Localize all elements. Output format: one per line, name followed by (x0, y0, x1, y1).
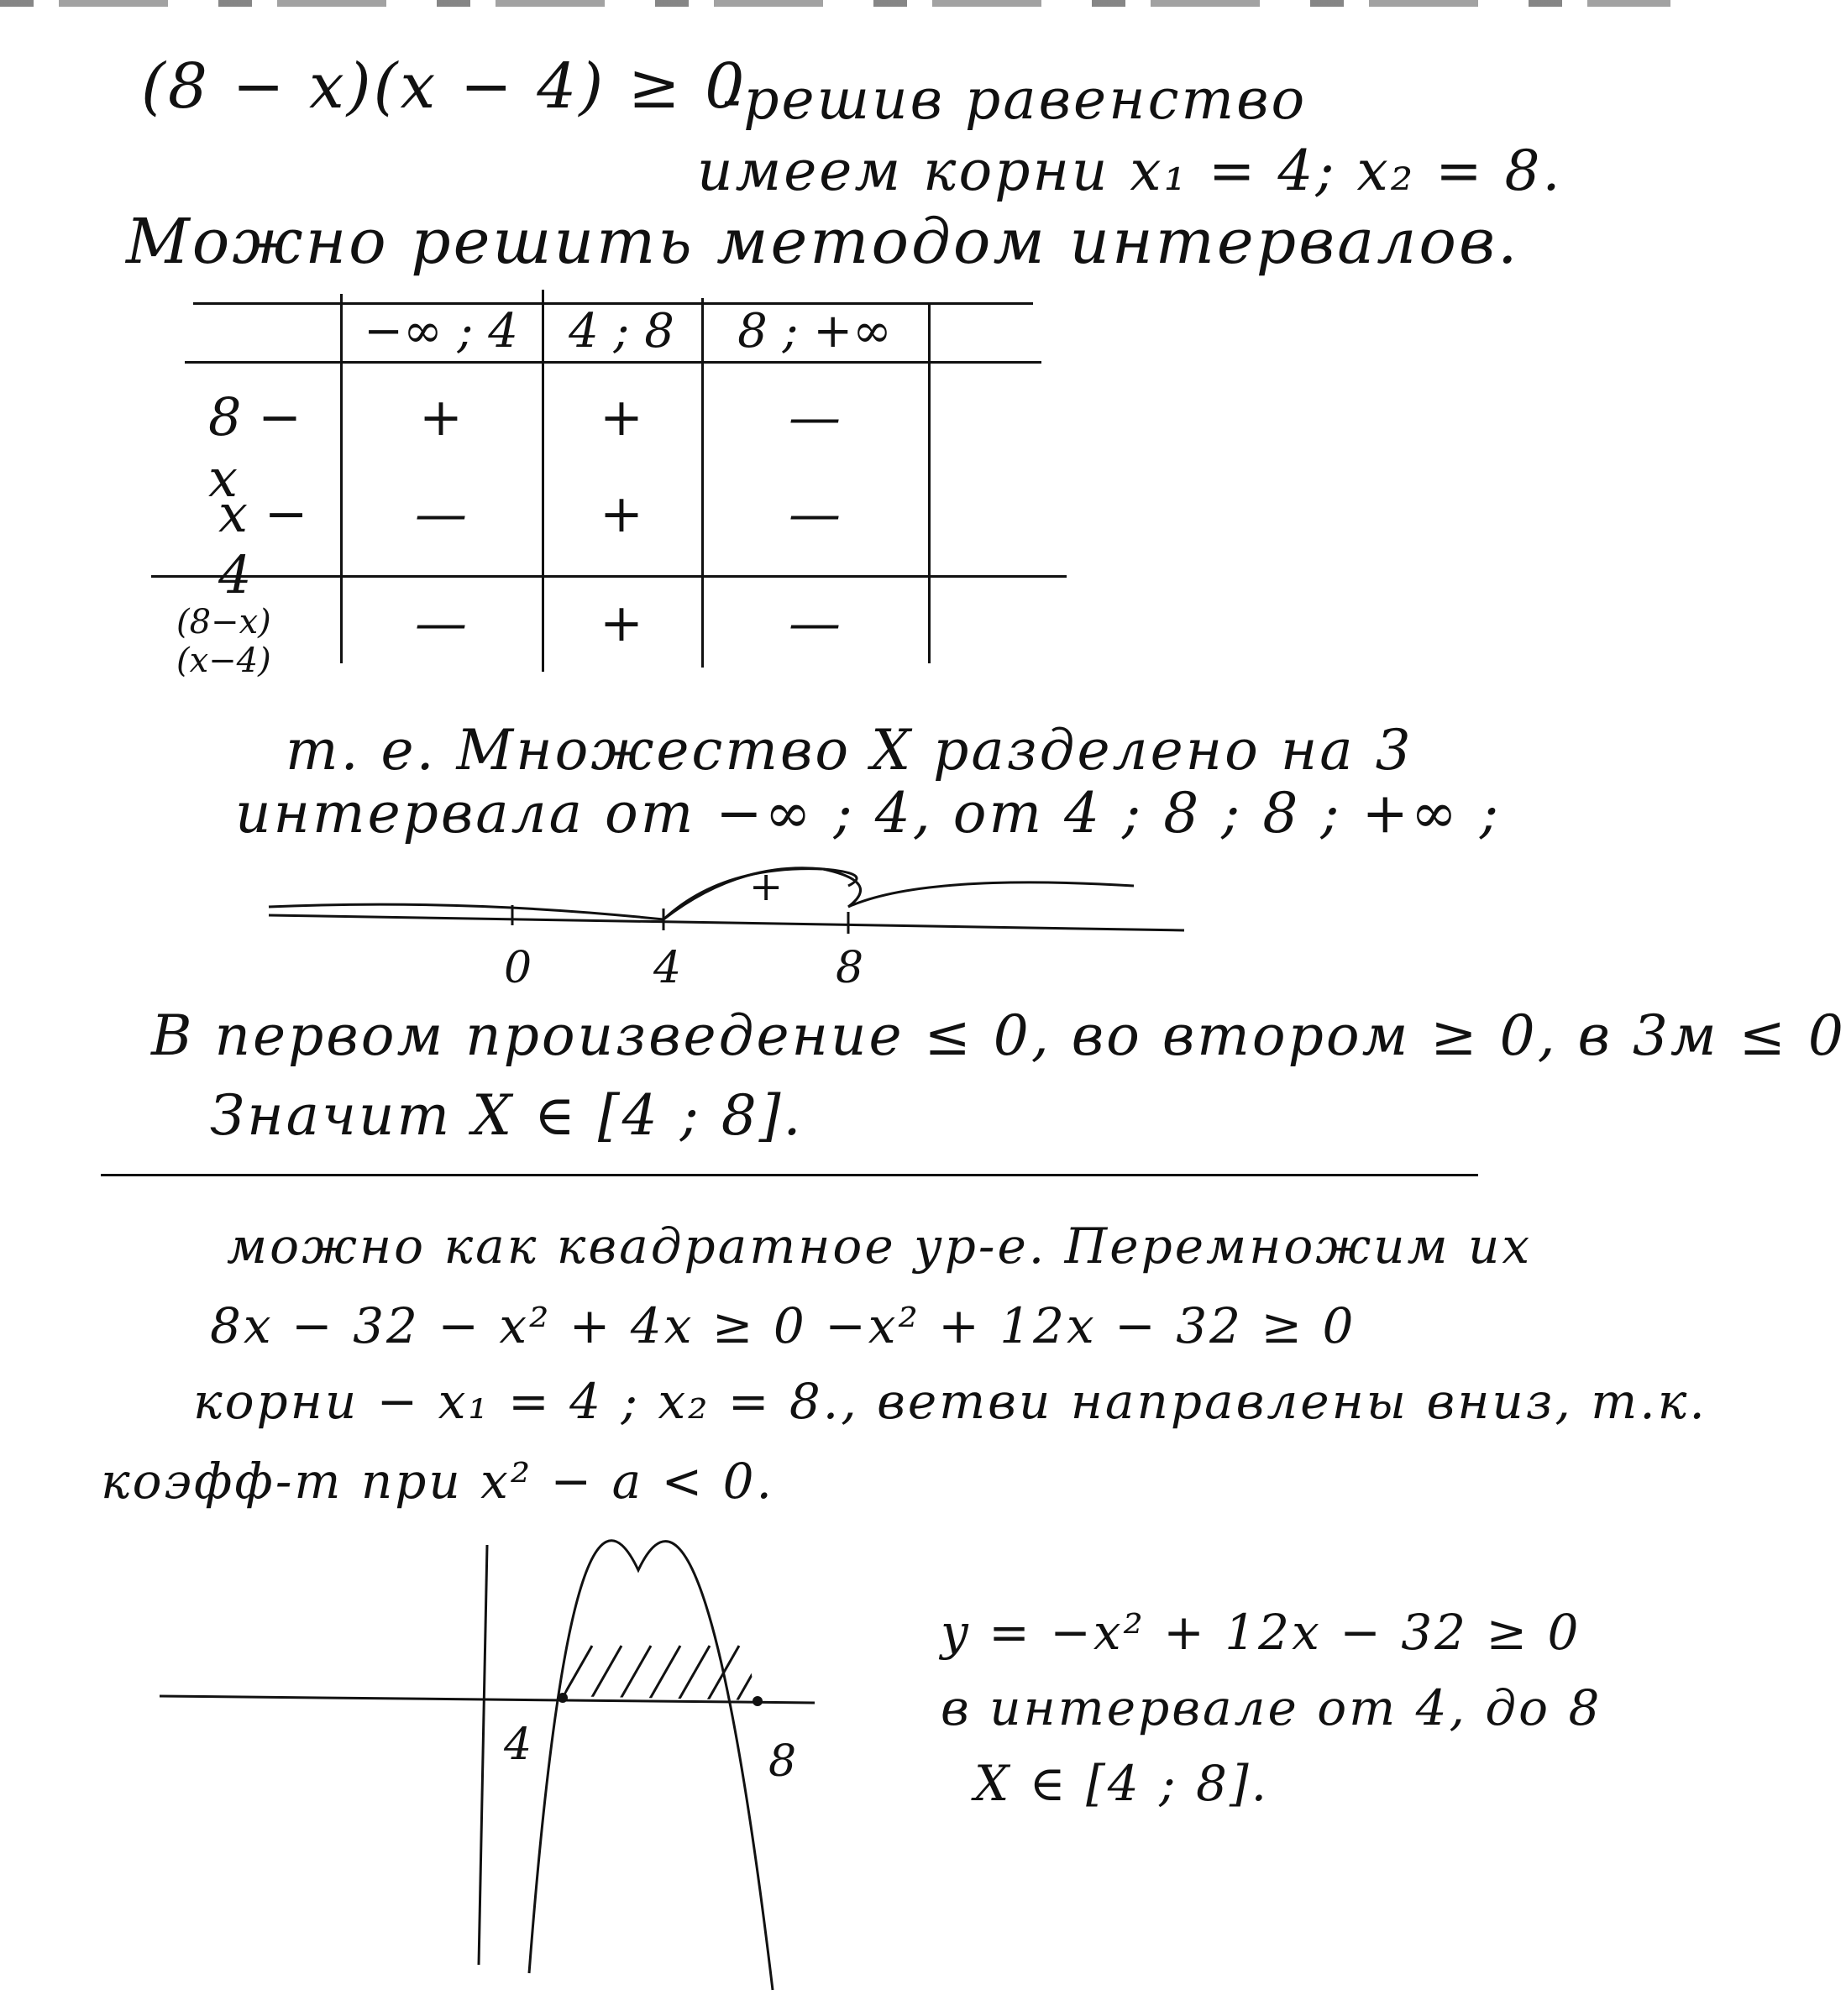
method-text: Можно решить методом интервалов. (126, 206, 1520, 278)
table-sign-cell: + (419, 386, 463, 448)
root-label-4: 4 (504, 1720, 532, 1770)
table-header-interval-2: 4 ; 8 (569, 304, 674, 359)
parabola-graph (134, 1537, 857, 2007)
sign-table (151, 285, 1075, 680)
final-answer: X ∈ [4 ; 8]. (974, 1755, 1270, 1812)
table-sign-cell: — (415, 592, 467, 653)
table-header-rule (185, 361, 1041, 364)
hatched-region (559, 1646, 768, 1704)
conclusion-line-2: интервала от −∞ ; 4, от 4 ; 8 ; 8 ; +∞ ; (235, 781, 1502, 846)
table-row-label: (8−x)(x−4) (176, 603, 271, 680)
table-header-interval-1: −∞ ; 4 (364, 304, 518, 359)
note-roots: имеем корни x₁ = 4; x₂ = 8. (697, 139, 1563, 203)
table-sign-cell: — (789, 592, 841, 653)
section-divider (101, 1174, 1478, 1176)
table-sign-cell: — (789, 386, 841, 448)
tick-label-0: 0 (504, 943, 532, 993)
table-col-divider-3 (701, 298, 704, 668)
expanded-inequality: 8x − 32 − x² + 4x ≥ 0 −x² + 12x − 32 ≥ 0 (210, 1297, 1356, 1354)
parabola-curve (529, 1541, 773, 1990)
problem-inequality: (8 − x)(x − 4) ≥ 0 (141, 50, 747, 123)
conclusion-line-1: т. е. Множество X разделено на 3 (286, 718, 1413, 783)
answer-interval: Значит X ∈ [4 ; 8]. (210, 1083, 804, 1148)
roots-and-branches: корни − x₁ = 4 ; x₂ = 8., ветви направлены вниз, т.к. (193, 1373, 1707, 1430)
function-inequality: y = −x² + 12x − 32 ≥ 0 (941, 1604, 1581, 1661)
table-col-divider-2 (542, 290, 544, 672)
tick-label-4: 4 (653, 943, 682, 993)
tick-label-8: 8 (836, 943, 864, 993)
root-label-8: 8 (768, 1736, 797, 1787)
products-sign-text: В первом произведение ≤ 0, во втором ≥ 0, в 3м ≤ 0 (151, 1003, 1846, 1068)
interval-note: в интервале от 4, до 8 (941, 1679, 1602, 1736)
table-sign-cell: + (600, 592, 643, 653)
scan-artifact-top-edge (0, 0, 1670, 7)
note-solve-equality: -решив равенство (722, 67, 1308, 132)
table-sign-cell: — (415, 483, 467, 544)
table-row-label: 8 − x (208, 386, 302, 509)
table-sign-cell: + (600, 483, 643, 544)
interval-plus-sign: + (749, 863, 784, 910)
table-sign-cell: + (600, 386, 643, 448)
alt-method-intro: можно как квадратное ур-е. Перемножим их (227, 1217, 1533, 1275)
root-point-8 (753, 1696, 763, 1706)
arc-right (848, 882, 1134, 907)
leading-coefficient-note: коэфф-т при x² − a < 0. (101, 1453, 774, 1510)
x-axis (160, 1696, 815, 1703)
table-sign-cell: — (789, 483, 841, 544)
table-header-interval-3: 8 ; +∞ (737, 304, 892, 359)
y-axis (479, 1545, 487, 1965)
root-point-4 (558, 1693, 568, 1703)
table-row-label: x − 4 (218, 483, 308, 605)
axis-line (269, 915, 1184, 930)
table-col-divider-4 (928, 302, 931, 663)
